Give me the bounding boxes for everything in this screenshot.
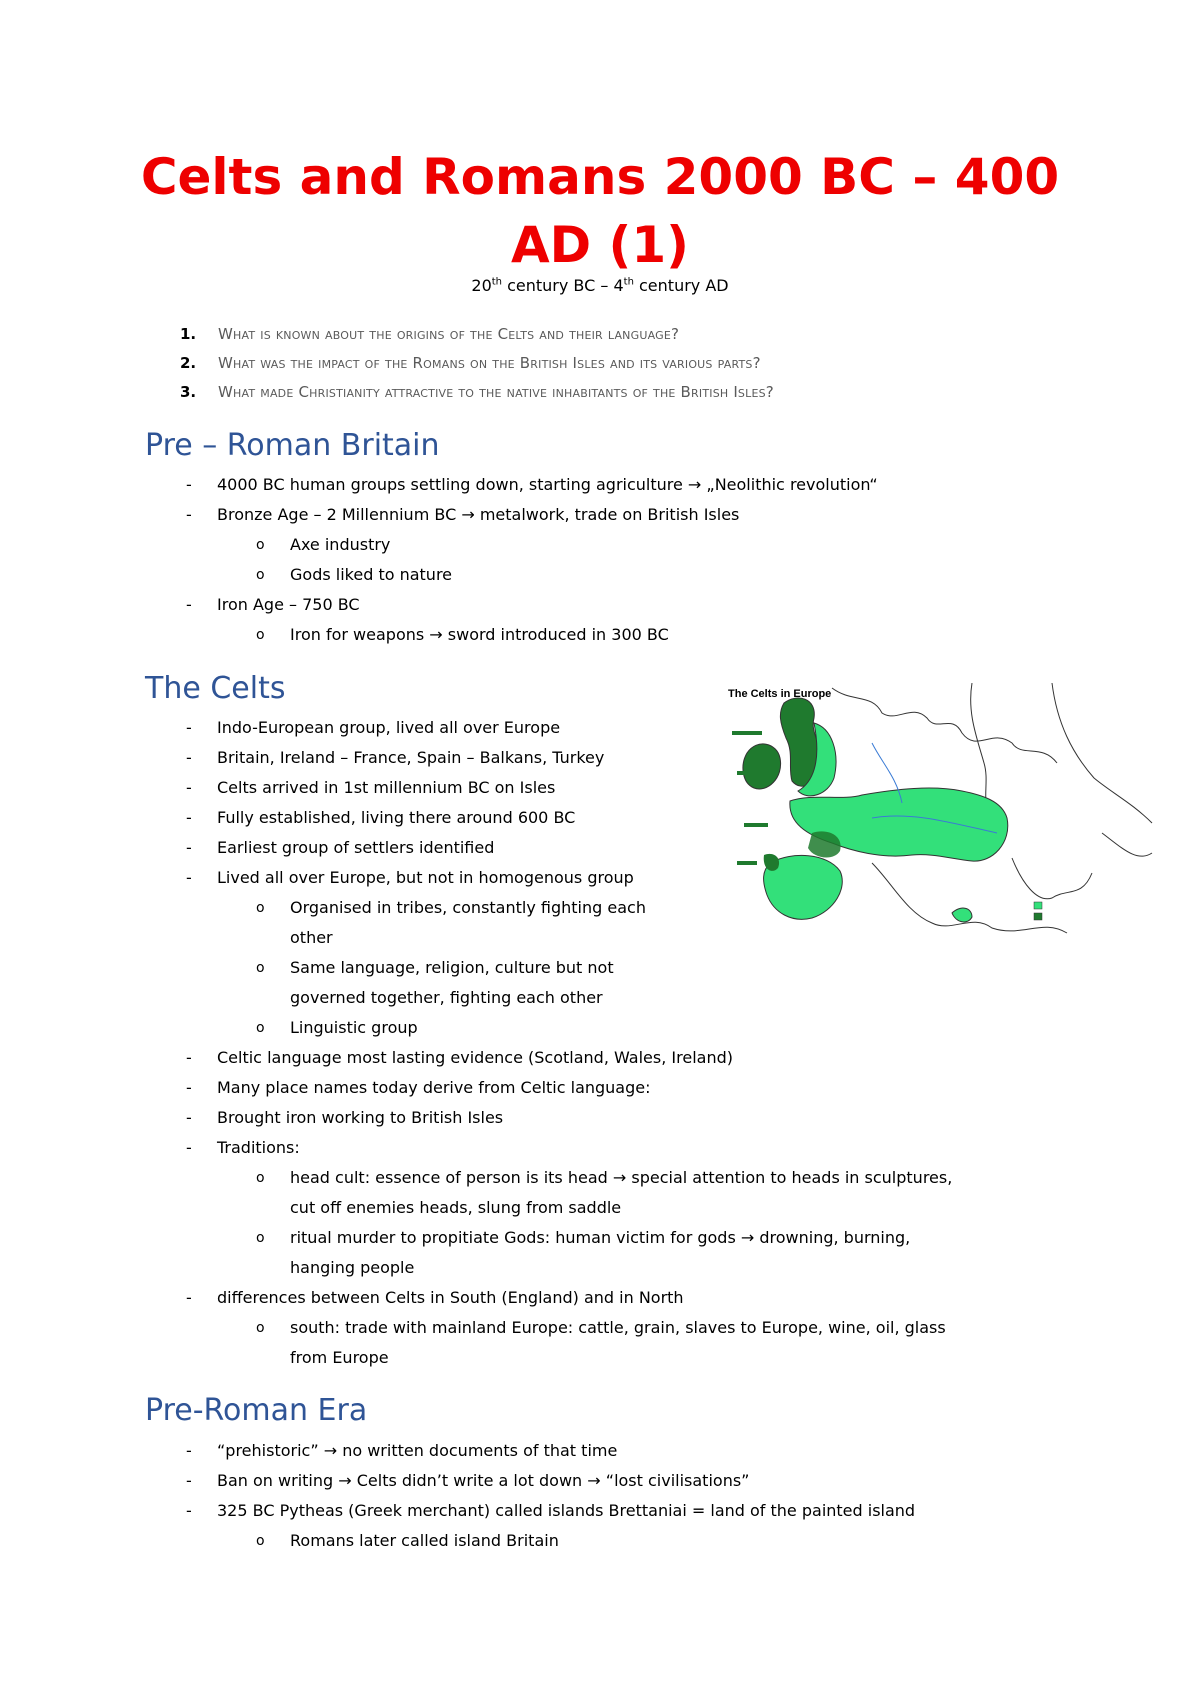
list-item bbox=[180, 1253, 952, 1283]
dash-bullet: - bbox=[186, 475, 192, 494]
list-item-text: Iron Age – 750 BC bbox=[217, 595, 360, 614]
list-item-text: Traditions: bbox=[217, 1138, 300, 1157]
question-item bbox=[180, 383, 774, 412]
circle-bullet: o bbox=[256, 567, 265, 583]
dash-bullet: - bbox=[186, 1078, 192, 1097]
subtitle bbox=[130, 276, 1070, 295]
dash-bullet: - bbox=[186, 1471, 192, 1490]
celts-europe-map bbox=[722, 683, 1162, 951]
circle-bullet: o bbox=[256, 1320, 265, 1336]
list-item-text: Bronze Age – 2 Millennium BC → metalwork, trade on British Isles bbox=[217, 505, 740, 524]
circle-bullet: o bbox=[256, 900, 265, 916]
list-item-text: Earliest group of settlers identified bbox=[217, 838, 495, 857]
list-item bbox=[180, 1283, 952, 1313]
list-item-text: Brought iron working to British Isles bbox=[217, 1108, 504, 1127]
list-item bbox=[180, 1073, 952, 1103]
list-item-text: Linguistic group bbox=[290, 1018, 418, 1037]
list-item-text: Celts arrived in 1st millennium BC on Isles bbox=[217, 778, 556, 797]
dash-bullet: - bbox=[186, 1441, 192, 1460]
question-text: What made Christianity attractive to the native inhabitants of the British Isles? bbox=[218, 383, 774, 401]
dash-bullet: - bbox=[186, 1288, 192, 1307]
list-item-text: from Europe bbox=[290, 1348, 389, 1367]
list-item bbox=[180, 590, 878, 620]
list-item-text: Iron for weapons → sword introduced in 300 BC bbox=[290, 625, 669, 644]
label-mark bbox=[744, 823, 768, 827]
list-item bbox=[180, 620, 878, 650]
question-number: 3. bbox=[180, 383, 197, 401]
list-item bbox=[180, 1043, 952, 1073]
list-item bbox=[180, 1496, 915, 1526]
label-mark bbox=[732, 731, 762, 735]
list-item bbox=[180, 1103, 952, 1133]
circle-bullet: o bbox=[256, 1170, 265, 1186]
list-item bbox=[180, 1466, 915, 1496]
list-item bbox=[180, 1223, 952, 1253]
dash-bullet: - bbox=[186, 1138, 192, 1157]
list-item bbox=[180, 953, 952, 983]
circle-bullet: o bbox=[256, 1533, 265, 1549]
list-item bbox=[180, 1343, 952, 1373]
circle-bullet: o bbox=[256, 1020, 265, 1036]
circle-bullet: o bbox=[256, 960, 265, 976]
question-list bbox=[180, 325, 774, 412]
pre-roman-britain-list bbox=[180, 470, 878, 650]
dash-bullet: - bbox=[186, 1048, 192, 1067]
list-item bbox=[180, 1163, 952, 1193]
list-item-text: Indo-European group, lived all over Europe bbox=[217, 718, 561, 737]
pre-roman-era-list bbox=[180, 1436, 915, 1556]
label-mark bbox=[737, 771, 755, 775]
list-item-text: Lived all over Europe, but not in homogenous group bbox=[217, 868, 634, 887]
dash-bullet: - bbox=[186, 838, 192, 857]
dash-bullet: - bbox=[186, 748, 192, 767]
question-number: 2. bbox=[180, 354, 197, 372]
dash-bullet: - bbox=[186, 868, 192, 887]
dash-bullet: - bbox=[186, 718, 192, 737]
document-title: Celts and Romans 2000 BC – 400 AD (1) bbox=[140, 148, 1060, 274]
list-item bbox=[180, 983, 952, 1013]
subtitle-sup-1: th bbox=[491, 276, 503, 288]
label-mark bbox=[737, 861, 757, 865]
list-item-text: Many place names today derive from Celtic language: bbox=[217, 1078, 651, 1097]
list-item bbox=[180, 1013, 952, 1043]
list-item-text: Britain, Ireland – France, Spain – Balkans, Turkey bbox=[217, 748, 605, 767]
question-text: What is known about the origins of the Celts and their language? bbox=[218, 325, 680, 343]
list-item bbox=[180, 500, 878, 530]
list-item-text: Axe industry bbox=[290, 535, 391, 554]
circle-bullet: o bbox=[256, 1230, 265, 1246]
subtitle-pre: 20 bbox=[471, 276, 492, 295]
list-item-text: Same language, religion, culture but not bbox=[290, 958, 614, 977]
list-item-text: cut off enemies heads, slung from saddle bbox=[290, 1198, 622, 1217]
dash-bullet: - bbox=[186, 595, 192, 614]
question-text: What was the impact of the Romans on the British Isles and its various parts? bbox=[218, 354, 761, 372]
list-item-text: Fully established, living there around 600 BC bbox=[217, 808, 576, 827]
subtitle-sup-2: th bbox=[623, 276, 634, 288]
list-item bbox=[180, 1526, 915, 1556]
heading-pre-roman-britain: Pre – Roman Britain bbox=[145, 428, 440, 463]
dash-bullet: - bbox=[186, 505, 192, 524]
list-item-text: other bbox=[290, 928, 333, 947]
map-title: The Celts in Europe bbox=[728, 688, 832, 700]
dash-bullet: - bbox=[186, 778, 192, 797]
list-item-text: Organised in tribes, constantly fighting each bbox=[290, 898, 646, 917]
heading-pre-roman-era: Pre-Roman Era bbox=[145, 1393, 368, 1428]
list-item-text: Ban on writing → Celts didn’t write a lot down → “lost civilisations” bbox=[217, 1471, 750, 1490]
list-item-text: hanging people bbox=[290, 1258, 415, 1277]
list-item-text: governed together, fighting each other bbox=[290, 988, 603, 1007]
question-item bbox=[180, 325, 774, 354]
list-item bbox=[180, 1193, 952, 1223]
question-item bbox=[180, 354, 774, 383]
list-item-text: 325 BC Pytheas (Greek merchant) called islands Brettaniai = land of the painted island bbox=[217, 1501, 916, 1520]
list-item bbox=[180, 1436, 915, 1466]
question-number: 1. bbox=[180, 325, 197, 343]
dash-bullet: - bbox=[186, 1501, 192, 1520]
list-item-text: 4000 BC human groups settling down, starting agriculture → „Neolithic revolution“ bbox=[217, 475, 878, 494]
list-item-text: south: trade with mainland Europe: cattle, grain, slaves to Europe, wine, oil, glass bbox=[290, 1318, 946, 1337]
circle-bullet: o bbox=[256, 627, 265, 643]
list-item-text: head cult: essence of person is its head → special attention to heads in sculptures, bbox=[290, 1168, 953, 1187]
list-item bbox=[180, 560, 878, 590]
list-item bbox=[180, 530, 878, 560]
list-item bbox=[180, 1313, 952, 1343]
subtitle-mid: century BC – 4 bbox=[502, 276, 624, 295]
list-item-text: Celtic language most lasting evidence (Scotland, Wales, Ireland) bbox=[217, 1048, 733, 1067]
map-image bbox=[722, 683, 1162, 951]
list-item-text: “prehistoric” → no written documents of that time bbox=[217, 1441, 618, 1460]
list-item-text: Gods liked to nature bbox=[290, 565, 453, 584]
list-item-text: Romans later called island Britain bbox=[290, 1531, 559, 1550]
list-item bbox=[180, 1133, 952, 1163]
legend-swatch-light bbox=[1034, 902, 1042, 909]
heading-the-celts: The Celts bbox=[145, 671, 286, 706]
dash-bullet: - bbox=[186, 808, 192, 827]
dash-bullet: - bbox=[186, 1108, 192, 1127]
list-item-text: ritual murder to propitiate Gods: human victim for gods → drowning, burning, bbox=[290, 1228, 911, 1247]
circle-bullet: o bbox=[256, 537, 265, 553]
list-item-text: differences between Celts in South (England) and in North bbox=[217, 1288, 684, 1307]
legend-swatch-dark bbox=[1034, 913, 1042, 920]
list-item bbox=[180, 470, 878, 500]
subtitle-post: century AD bbox=[633, 276, 729, 295]
